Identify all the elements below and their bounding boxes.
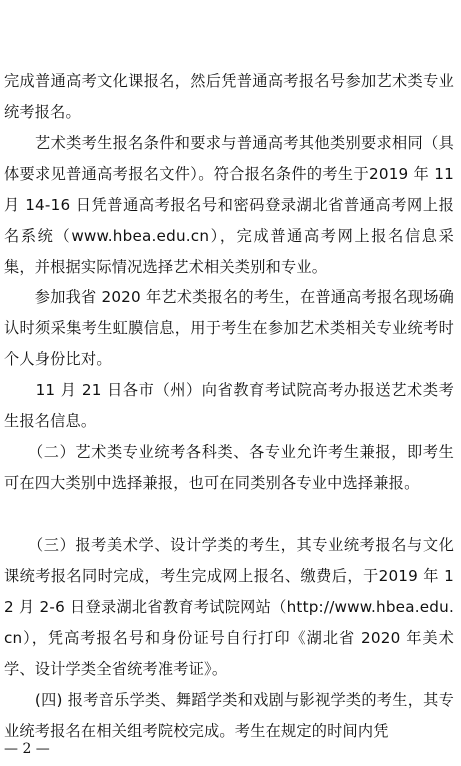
paragraph-5: （二）艺术类专业统考各科类、各专业允许考生兼报，即考生可在四大类别中选择兼报，也可在同类别各专业中选择兼报。	[4, 443, 454, 492]
paragraph-2: 艺术类考生报名条件和要求与普通高考其他类别要求相同（具体要求见普通高考报名文件）。符合报名条件的考生于2019 年 11 月 14-16 日凭普通高考报名号和密码登录湖北省普通高考网上报名系统（www.hbea.edu.cn），完成普通高考网上报名信息采集，并根据实际情况选择艺术相关类别和专业。	[4, 134, 454, 276]
page-number: — 2 —	[4, 741, 50, 757]
paragraph-1: 完成普通高考文化课报名，然后凭普通高考报名号参加艺术类专业统考报名。	[4, 72, 454, 121]
paragraph-3: 参加我省 2020 年艺术类报名的考生，在普通高考报名现场确认时须采集考生虹膜信息，用于考生在参加艺术类相关专业统考时个人身份比对。	[4, 288, 454, 368]
paragraph-6: （三）报考美术学、设计学类的考生，其专业统考报名与文化课统考报名同时完成，考生完成网上报名、缴费后，于2019 年 12 月 2-6 日登录湖北省教育考试院网站（http://www.hbea.edu.cn），凭高考报名号和身份证号自行打印《湖北省 2020 年美术学、设计学类全省统考准考证》。	[4, 536, 454, 678]
paragraph-7: (四) 报考音乐学类、舞蹈学类和戏剧与影视学类的考生，其专业统考报名在相关组考院校完成。考生在规定的时间内凭	[4, 691, 454, 740]
paragraph-4: 11 月 21 日各市（州）向省教育考试院高考办报送艺术类考生报名信息。	[4, 381, 454, 430]
